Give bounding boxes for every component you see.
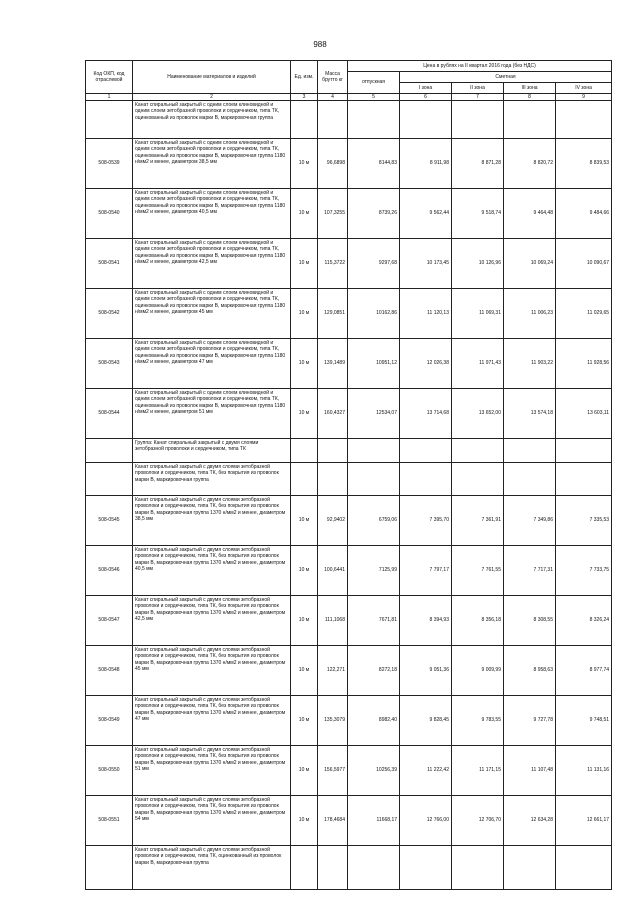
row-zone-1-price: 8 911,98	[400, 139, 452, 189]
row-release-price	[348, 439, 400, 463]
page-number: 988	[313, 40, 327, 49]
row-zone-1-price	[400, 101, 452, 139]
row-zone-1-price: 10 173,45	[400, 239, 452, 289]
row-code: 508-0544	[86, 389, 133, 439]
row-code: 508-0542	[86, 289, 133, 339]
row-name: Канат спиральный закрытый с одним слоем клиновидной и одним слоем зетобразной проволоки и сердечником, типа ТК, оцинкованный из проволок марки В, маркировочная группа 1180 н/мм2 и менее, диаметром 51 мм	[133, 389, 291, 439]
column-number: 8	[504, 94, 556, 101]
row-zone-3-price	[504, 463, 556, 496]
row-code	[86, 101, 133, 139]
row-release-price: 8144,83	[348, 139, 400, 189]
row-zone-2-price	[452, 463, 504, 496]
table-row	[86, 696, 612, 746]
row-zone-1-price: 12 766,00	[400, 796, 452, 846]
column-number: 3	[291, 94, 318, 101]
column-number: 9	[556, 94, 612, 101]
row-unit	[291, 439, 318, 463]
row-code: 508-0543	[86, 339, 133, 389]
row-unit: 10 м	[291, 289, 318, 339]
column-number: 4	[318, 94, 348, 101]
row-zone-3-price: 7 349,86	[504, 496, 556, 546]
row-zone-4-price	[556, 101, 612, 139]
row-zone-1-price: 9 828,45	[400, 696, 452, 746]
row-zone-3-price: 13 574,18	[504, 389, 556, 439]
row-zone-3-price: 12 634,28	[504, 796, 556, 846]
row-zone-2-price: 7 361,91	[452, 496, 504, 546]
row-zone-3-price: 11 903,22	[504, 339, 556, 389]
row-unit: 10 м	[291, 389, 318, 439]
row-zone-3-price: 8 820,72	[504, 139, 556, 189]
row-mass: 139,1489	[318, 339, 348, 389]
row-zone-4-price: 7 335,53	[556, 496, 612, 546]
row-mass: 107,3255	[318, 189, 348, 239]
table-row	[86, 546, 612, 596]
row-zone-4-price: 10 090,67	[556, 239, 612, 289]
row-zone-4-price: 11 928,56	[556, 339, 612, 389]
header-estimate-price: Сметная	[400, 72, 612, 83]
row-release-price: 8272,18	[348, 646, 400, 696]
row-zone-3-price	[504, 101, 556, 139]
row-zone-2-price: 8 356,18	[452, 596, 504, 646]
column-number: 5	[348, 94, 400, 101]
table-row	[86, 289, 612, 339]
table-row	[86, 101, 612, 139]
row-zone-1-price	[400, 463, 452, 496]
row-unit: 10 м	[291, 696, 318, 746]
header-zone-1: I зона	[400, 83, 452, 94]
row-mass: 111,1068	[318, 596, 348, 646]
row-name: Канат спиральный закрытый с двумя слоями зетобразной проволоки и сердечником, типа ТК, оцинкованный из проволок марки В, маркировочная группа	[133, 846, 291, 890]
row-zone-2-price: 12 706,70	[452, 796, 504, 846]
row-zone-4-price: 11 131,16	[556, 746, 612, 796]
header-unit: Ед. изм.	[291, 61, 318, 94]
row-name: Канат спиральный закрытый с двумя слоями зетобразной проволоки и сердечником, типа ТК, без покрытия из проволок марки В, маркировочная группа	[133, 463, 291, 496]
row-zone-1-price: 13 714,68	[400, 389, 452, 439]
row-zone-4-price: 8 326,24	[556, 596, 612, 646]
row-unit: 10 м	[291, 139, 318, 189]
table-row	[86, 463, 612, 496]
row-zone-2-price: 11 171,15	[452, 746, 504, 796]
row-mass: 122,271	[318, 646, 348, 696]
table-row	[86, 239, 612, 289]
row-zone-2-price: 9 518,74	[452, 189, 504, 239]
row-release-price: 7671,81	[348, 596, 400, 646]
row-zone-2-price	[452, 846, 504, 890]
row-code: 508-0539	[86, 139, 133, 189]
row-zone-4-price	[556, 463, 612, 496]
row-mass: 100,6441	[318, 546, 348, 596]
row-zone-1-price	[400, 439, 452, 463]
row-zone-2-price: 13 652,00	[452, 389, 504, 439]
table-row	[86, 139, 612, 189]
row-release-price	[348, 846, 400, 890]
row-code	[86, 463, 133, 496]
table-row	[86, 646, 612, 696]
row-zone-1-price: 7 797,17	[400, 546, 452, 596]
row-zone-4-price	[556, 846, 612, 890]
row-name: Канат спиральный закрытый с одним слоем клиновидной и одним слоем зетобразной проволоки и сердечником, типа ТК, оцинкованный из проволок марки В, маркировочная группа 1180 н/мм2 и менее, диаметром 47 мм	[133, 339, 291, 389]
row-zone-3-price: 9 464,48	[504, 189, 556, 239]
row-zone-2-price	[452, 439, 504, 463]
table-row	[86, 496, 612, 546]
row-zone-2-price: 9 783,55	[452, 696, 504, 746]
header-name: Наименование материалов и изделий	[133, 61, 291, 94]
row-code: 508-0548	[86, 646, 133, 696]
row-zone-3-price: 10 069,24	[504, 239, 556, 289]
row-mass: 96,6898	[318, 139, 348, 189]
row-mass	[318, 846, 348, 890]
row-name: Канат спиральный закрытый с двумя слоями зетобразной проволоки и сердечником, типа ТК, без покрытия из проволок марки В, маркировочная группа 1370 н/мм2 и менее, диаметром 45 мм	[133, 646, 291, 696]
row-name: Канат спиральный закрытый с двумя слоями зетобразной проволоки и сердечником, типа ТК, без покрытия из проволок марки В, маркировочная группа 1370 н/мм2 и менее, диаметром 47 мм	[133, 696, 291, 746]
row-code	[86, 439, 133, 463]
column-number: 2	[133, 94, 291, 101]
row-unit	[291, 101, 318, 139]
row-zone-1-price	[400, 846, 452, 890]
header-price-group: Цена в рублях на II квартал 2016 года (без НДС)	[348, 61, 612, 72]
row-zone-4-price: 9 484,66	[556, 189, 612, 239]
row-unit	[291, 463, 318, 496]
row-zone-2-price: 10 126,96	[452, 239, 504, 289]
row-zone-3-price: 9 727,78	[504, 696, 556, 746]
row-release-price: 10256,39	[348, 746, 400, 796]
row-name: Канат спиральный закрытый с двумя слоями зетобразной проволоки и сердечником, типа ТК, без покрытия из проволок марки В, маркировочная группа 1370 н/мм2 и менее, диаметром 51 мм	[133, 746, 291, 796]
row-name: Канат спиральный закрытый с двумя слоями зетобразной проволоки и сердечником, типа ТК, без покрытия из проволок марки В, маркировочная группа 1370 н/мм2 и менее, диаметром 38,5 мм	[133, 496, 291, 546]
header-zone-2: II зона	[452, 83, 504, 94]
row-release-price	[348, 101, 400, 139]
row-zone-1-price: 11 222,42	[400, 746, 452, 796]
row-name: Канат спиральный закрытый с одним слоем клиновидной и одним слоем зетобразной проволоки и сердечником, типа ТК, оцинкованный из проволок марки В, маркировочная группа	[133, 101, 291, 139]
row-zone-1-price: 11 120,13	[400, 289, 452, 339]
row-release-price: 6759,06	[348, 496, 400, 546]
row-zone-4-price: 9 748,51	[556, 696, 612, 746]
row-mass: 92,9402	[318, 496, 348, 546]
header-release-price: отпускная	[348, 72, 400, 94]
row-zone-4-price: 12 661,17	[556, 796, 612, 846]
row-code	[86, 846, 133, 890]
column-number: 6	[400, 94, 452, 101]
header-code: Код ОКП, код отраслевой	[86, 61, 133, 94]
row-unit: 10 м	[291, 496, 318, 546]
row-zone-4-price: 8 977,74	[556, 646, 612, 696]
row-zone-1-price: 12 026,38	[400, 339, 452, 389]
row-mass: 115,3722	[318, 239, 348, 289]
row-mass: 156,5977	[318, 746, 348, 796]
row-zone-3-price: 8 958,63	[504, 646, 556, 696]
row-unit: 10 м	[291, 239, 318, 289]
table-row	[86, 189, 612, 239]
row-zone-2-price	[452, 101, 504, 139]
row-release-price: 8739,26	[348, 189, 400, 239]
row-zone-3-price: 11 006,23	[504, 289, 556, 339]
row-code: 508-0540	[86, 189, 133, 239]
row-mass	[318, 463, 348, 496]
row-release-price: 12534,07	[348, 389, 400, 439]
row-zone-3-price: 8 308,55	[504, 596, 556, 646]
row-release-price: 10951,12	[348, 339, 400, 389]
row-mass	[318, 101, 348, 139]
row-name: Канат спиральный закрытый с одним слоем клиновидной и одним слоем зетобразной проволоки и сердечником, типа ТК, оцинкованный из проволок марки В, маркировочная группа 1180 н/мм2 и менее, диаметром 42,5 мм	[133, 239, 291, 289]
row-zone-2-price: 11 069,31	[452, 289, 504, 339]
price-table	[85, 60, 612, 890]
header-zone-4: IV зона	[556, 83, 612, 94]
row-zone-2-price: 9 009,99	[452, 646, 504, 696]
row-release-price	[348, 463, 400, 496]
table-row	[86, 596, 612, 646]
row-unit	[291, 846, 318, 890]
row-unit: 10 м	[291, 339, 318, 389]
row-code: 508-0541	[86, 239, 133, 289]
row-name: Канат спиральный закрытый с двумя слоями зетобразной проволоки и сердечником, типа ТК, без покрытия из проволок марки В, маркировочная группа 1370 н/мм2 и менее, диаметром 54 мм	[133, 796, 291, 846]
row-zone-4-price: 11 029,65	[556, 289, 612, 339]
row-unit: 10 м	[291, 546, 318, 596]
column-number: 7	[452, 94, 504, 101]
row-unit: 10 м	[291, 189, 318, 239]
row-zone-4-price: 13 603,11	[556, 389, 612, 439]
row-release-price: 10162,86	[348, 289, 400, 339]
row-name: Группа: Канат спиральный закрытый с двумя слоями зетобразной проволоки и сердечником, типа ТК	[133, 439, 291, 463]
row-mass: 178,4684	[318, 796, 348, 846]
row-code: 508-0546	[86, 546, 133, 596]
row-zone-3-price	[504, 439, 556, 463]
table-row	[86, 796, 612, 846]
row-unit: 10 м	[291, 596, 318, 646]
table-row	[86, 846, 612, 890]
header-zone-3: III зона	[504, 83, 556, 94]
table-row	[86, 389, 612, 439]
row-zone-2-price: 11 971,43	[452, 339, 504, 389]
row-release-price: 7125,99	[348, 546, 400, 596]
row-code: 508-0550	[86, 746, 133, 796]
table-row	[86, 339, 612, 389]
row-name: Канат спиральный закрытый с двумя слоями зетобразной проволоки и сердечником, типа ТК, без покрытия из проволок марки В, маркировочная группа 1370 н/мм2 и менее, диаметром 40,5 мм	[133, 546, 291, 596]
row-mass: 135,3079	[318, 696, 348, 746]
row-code: 508-0547	[86, 596, 133, 646]
row-zone-3-price: 7 717,31	[504, 546, 556, 596]
row-zone-3-price	[504, 846, 556, 890]
table-row	[86, 746, 612, 796]
table-row	[86, 439, 612, 463]
row-code: 508-0551	[86, 796, 133, 846]
row-release-price: 8982,40	[348, 696, 400, 746]
row-code: 508-0549	[86, 696, 133, 746]
row-mass: 160,4327	[318, 389, 348, 439]
column-number: 1	[86, 94, 133, 101]
row-unit: 10 м	[291, 746, 318, 796]
row-zone-4-price: 7 733,75	[556, 546, 612, 596]
row-zone-1-price: 9 051,36	[400, 646, 452, 696]
row-unit: 10 м	[291, 646, 318, 696]
row-mass	[318, 439, 348, 463]
row-unit: 10 м	[291, 796, 318, 846]
row-zone-1-price: 8 394,93	[400, 596, 452, 646]
row-zone-2-price: 8 871,28	[452, 139, 504, 189]
row-zone-1-price: 7 395,70	[400, 496, 452, 546]
row-name: Канат спиральный закрытый с одним слоем клиновидной и одним слоем зетобразной проволоки и сердечником, типа ТК, оцинкованный из проволок марки В, маркировочная группа 1180 н/мм2 и менее, диаметром 40,5 мм	[133, 189, 291, 239]
row-zone-2-price: 7 761,55	[452, 546, 504, 596]
row-code: 508-0545	[86, 496, 133, 546]
row-release-price: 11668,17	[348, 796, 400, 846]
row-name: Канат спиральный закрытый с двумя слоями зетобразной проволоки и сердечником, типа ТК, без покрытия из проволок марки В, маркировочная группа 1370 н/мм2 и менее, диаметром 42,5 мм	[133, 596, 291, 646]
table-body	[86, 101, 612, 890]
row-zone-3-price: 11 107,48	[504, 746, 556, 796]
row-zone-1-price: 9 562,44	[400, 189, 452, 239]
row-release-price: 9297,68	[348, 239, 400, 289]
row-mass: 129,0851	[318, 289, 348, 339]
row-name: Канат спиральный закрытый с одним слоем клиновидной и одним слоем зетобразной проволоки и сердечником, типа ТК, оцинкованный из проволок марки В, маркировочная группа 1180 н/мм2 и менее, диаметром 45 мм	[133, 289, 291, 339]
row-zone-4-price: 8 839,53	[556, 139, 612, 189]
row-zone-4-price	[556, 439, 612, 463]
header-mass: Масса брутто кг	[318, 61, 348, 94]
row-name: Канат спиральный закрытый с одним слоем клиновидной и одним слоем зетобразной проволоки и сердечником, типа ТК, оцинкованный из проволок марки В, маркировочная группа 1180 н/мм2 и менее, диаметром 38,5 мм	[133, 139, 291, 189]
